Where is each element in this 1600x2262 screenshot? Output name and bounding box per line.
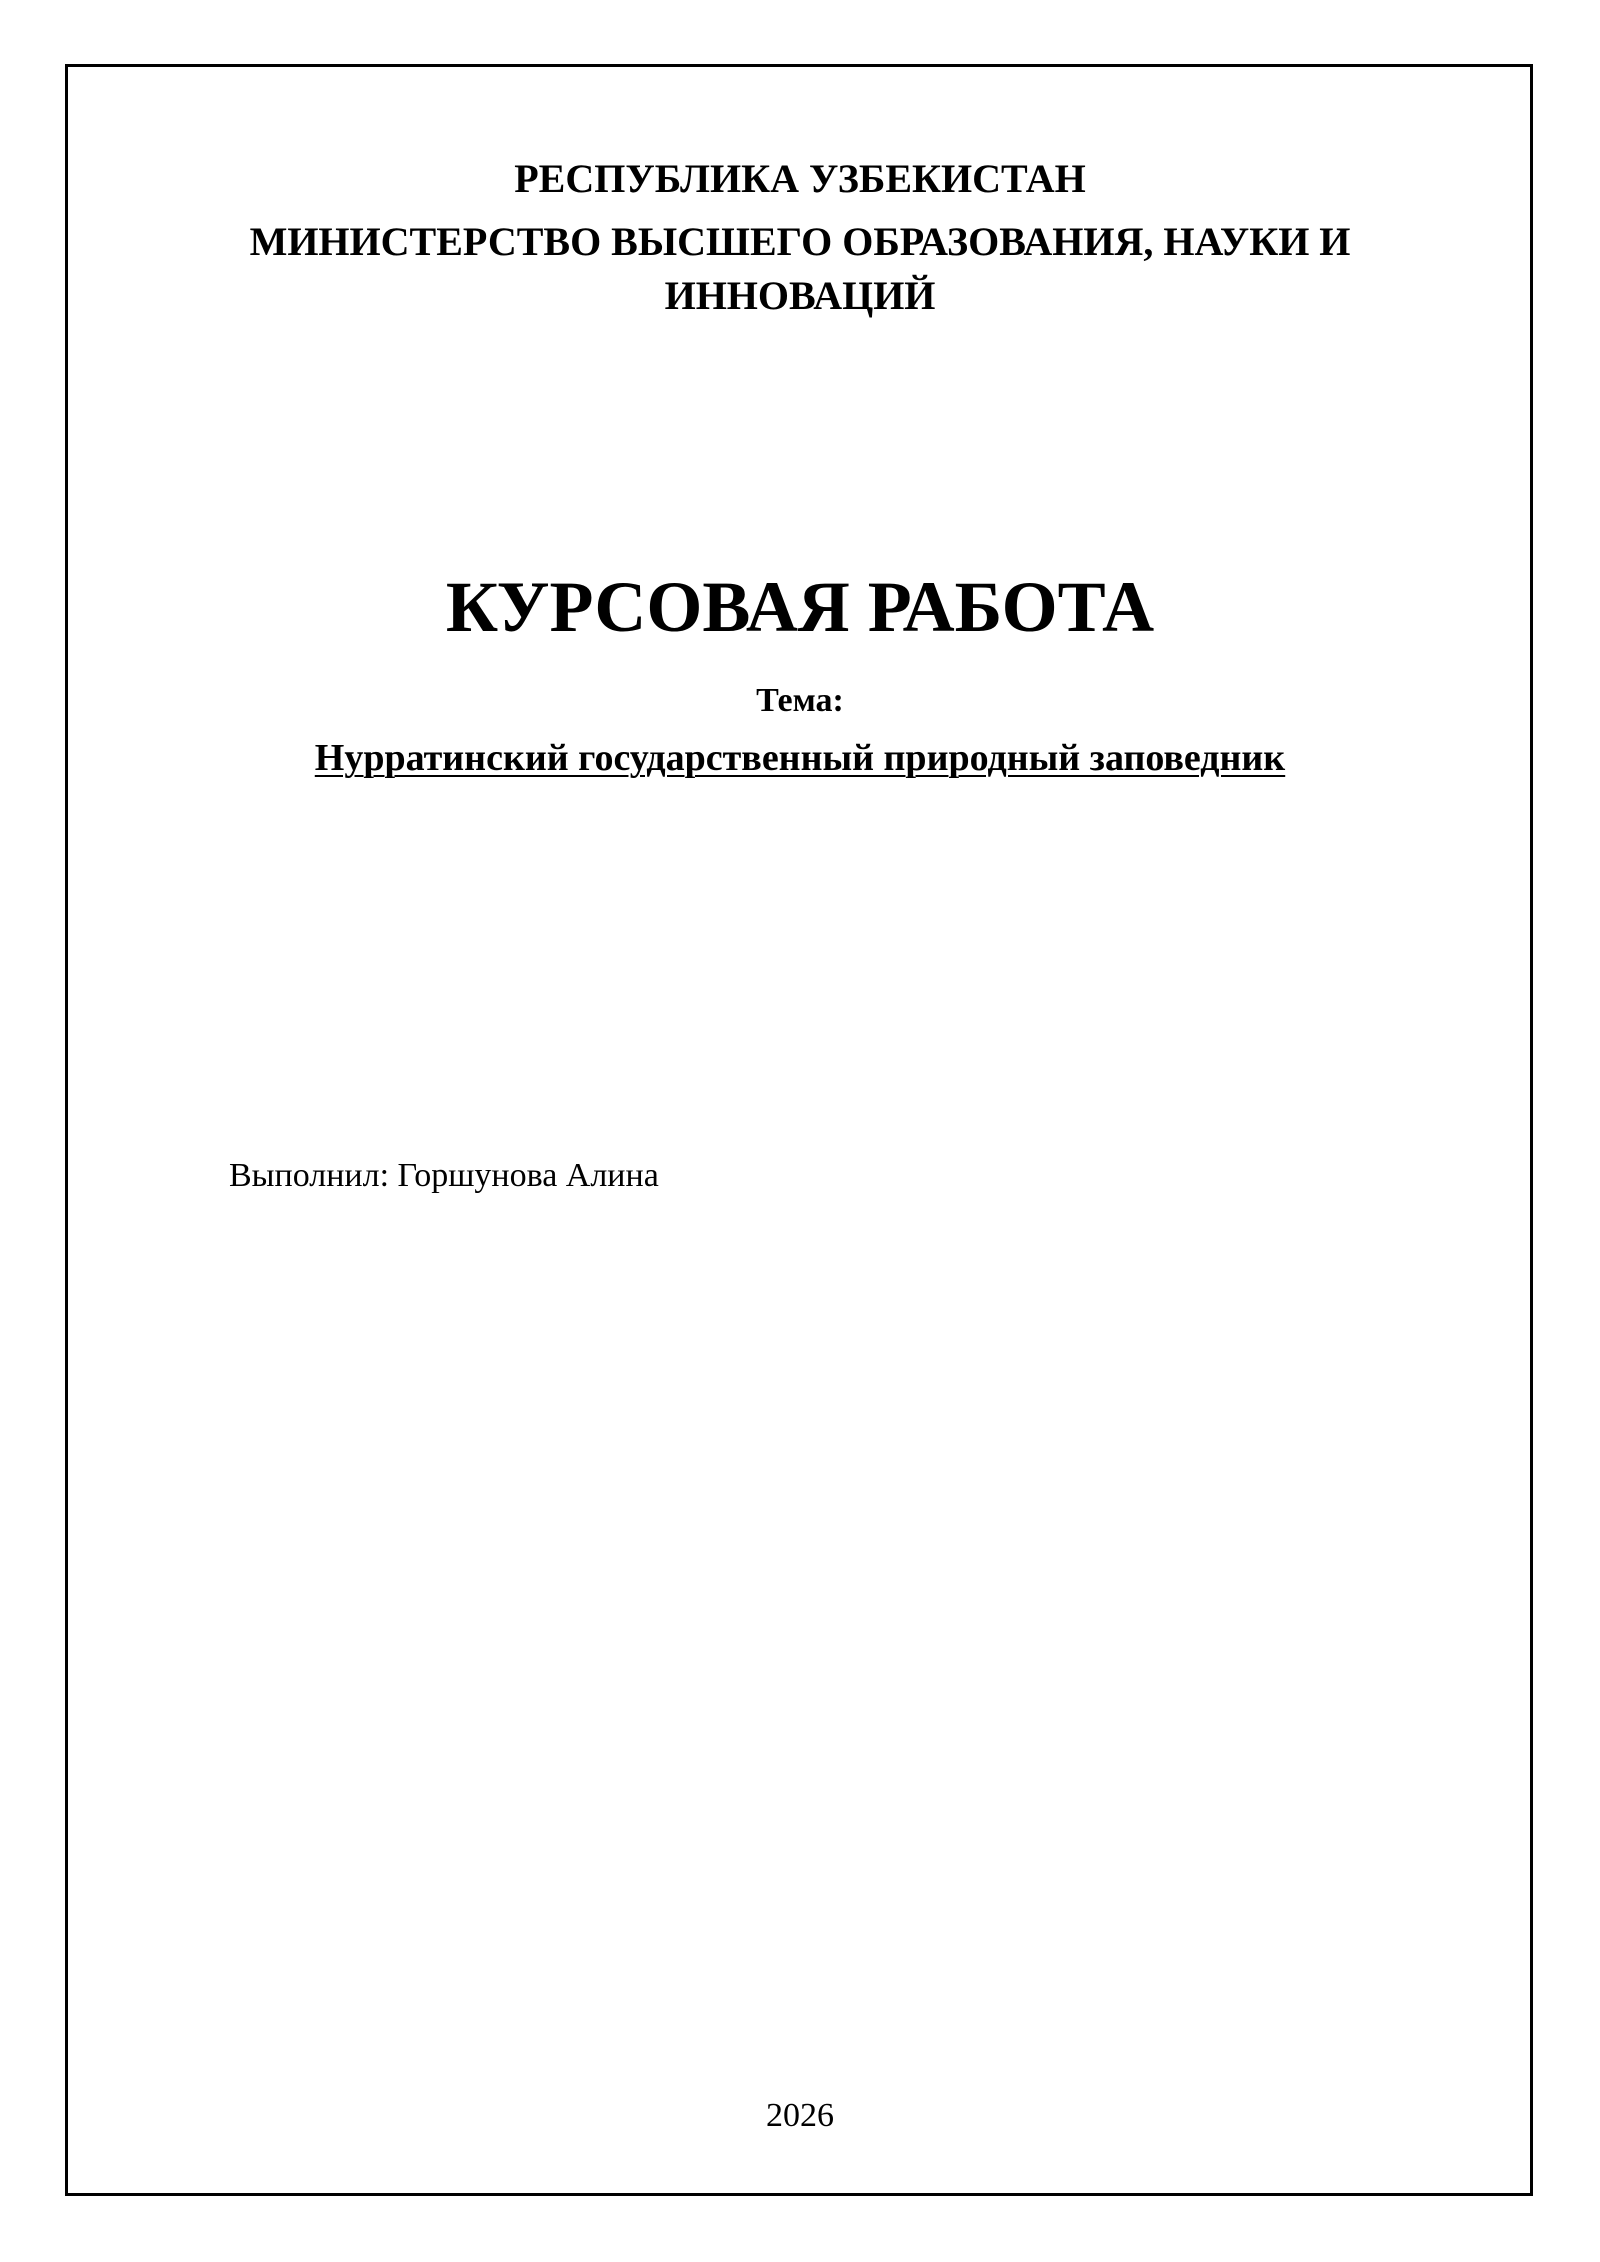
ministry-heading-line2: ИННОВАЦИЙ [664, 273, 936, 318]
year: 2026 [766, 2097, 834, 2134]
ministry-heading-line1: МИНИСТЕРСТВО ВЫСШЕГО ОБРАЗОВАНИЯ, НАУКИ И [249, 219, 1351, 264]
topic-title: Нурратинский государственный природный заповедник [314, 737, 1286, 779]
topic-label: Тема: [756, 682, 844, 719]
document-title: КУРСОВАЯ РАБОТА [445, 567, 1155, 647]
country-heading: РЕСПУБЛИКА УЗБЕКИСТАН [514, 156, 1086, 201]
author-line: Выполнил: Горшунова Алина [229, 1157, 659, 1194]
page-border [65, 64, 1533, 2196]
